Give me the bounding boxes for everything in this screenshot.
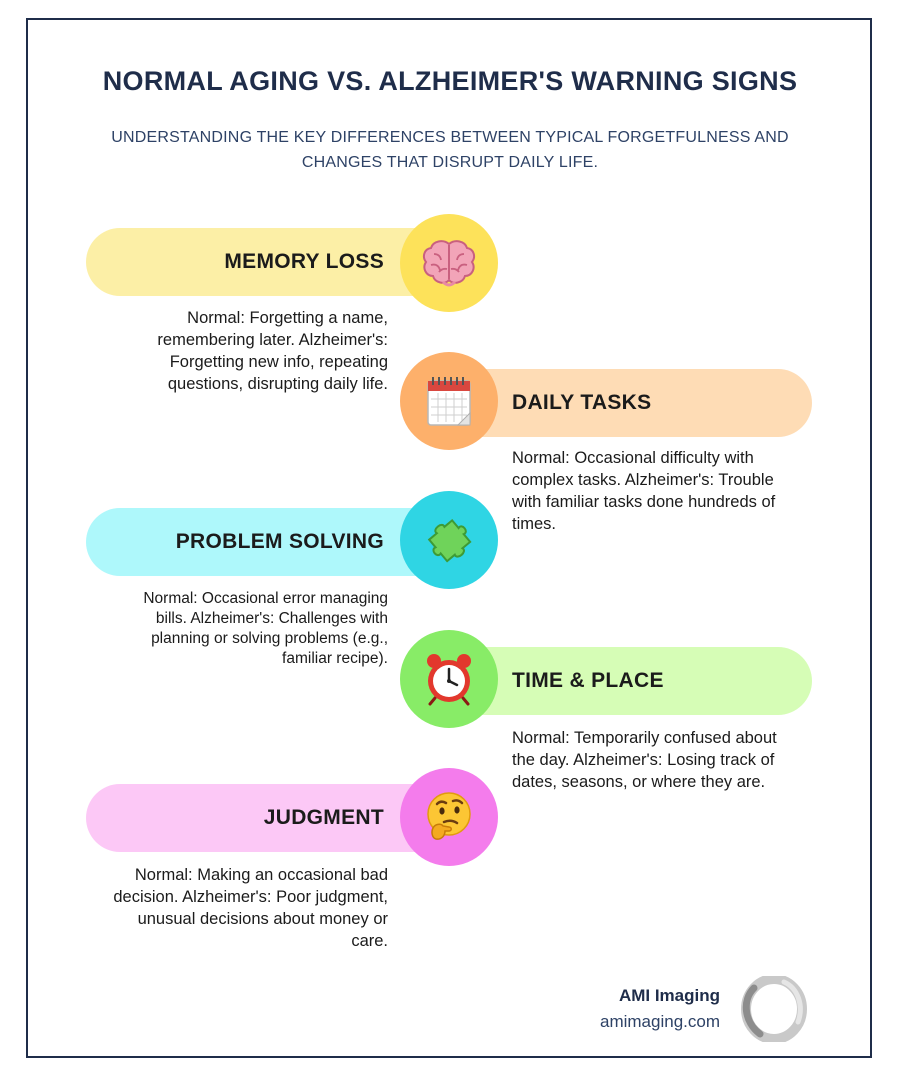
problem-solving-description: Normal: Occasional error managing bills. Alzheimer's: Challenges with planning or solving problems (e.g., familiar recipe). — [143, 590, 388, 667]
memory-loss-description: Normal: Forgetting a name, remembering later. Alzheimer's: Forgetting new info, repeating questions, disrupting daily life. — [157, 309, 388, 393]
judgment-icon-circle — [400, 768, 498, 866]
time-place-description: Normal: Temporarily confused about the day. Alzheimer's: Losing track of dates, seasons, or where they are. — [512, 729, 777, 791]
brand-name: AMI Imaging — [618, 986, 720, 1005]
memory-loss-icon-circle — [400, 214, 498, 312]
page-subtitle: UNDERSTANDING THE KEY DIFFERENCES BETWEEN TYPICAL FORGETFULNESS AND CHANGES THAT DISRUPT DAILY LIFE. — [111, 129, 789, 171]
time-place-icon-circle — [400, 630, 498, 728]
calendar-icon — [425, 375, 473, 427]
memory-loss-title: MEMORY LOSS — [224, 250, 384, 273]
thinking-face-icon — [423, 790, 475, 844]
problem-solving-icon-circle — [400, 491, 498, 589]
judgment-description: Normal: Making an occasional bad decision. Alzheimer's: Poor judgment, unusual decisions about money or care. — [113, 866, 388, 950]
daily-tasks-icon-circle — [400, 352, 498, 450]
page-title: NORMAL AGING VS. ALZHEIMER'S WARNING SIGNS — [102, 66, 798, 96]
judgment-title: JUDGMENT — [263, 806, 384, 829]
daily-tasks-title: DAILY TASKS — [512, 391, 652, 414]
alarm-clock-icon — [423, 652, 475, 706]
daily-tasks-description: Normal: Occasional difficulty with complex tasks. Alzheimer's: Trouble with familiar tasks done hundreds of times. — [512, 449, 776, 533]
time-place-title: TIME & PLACE — [512, 669, 664, 692]
problem-solving-title: PROBLEM SOLVING — [175, 530, 384, 553]
ring-logo-icon — [740, 976, 808, 1042]
puzzle-piece-icon — [422, 513, 476, 567]
brain-icon — [421, 238, 477, 288]
brand-url[interactable]: amimaging.com — [600, 1012, 720, 1031]
